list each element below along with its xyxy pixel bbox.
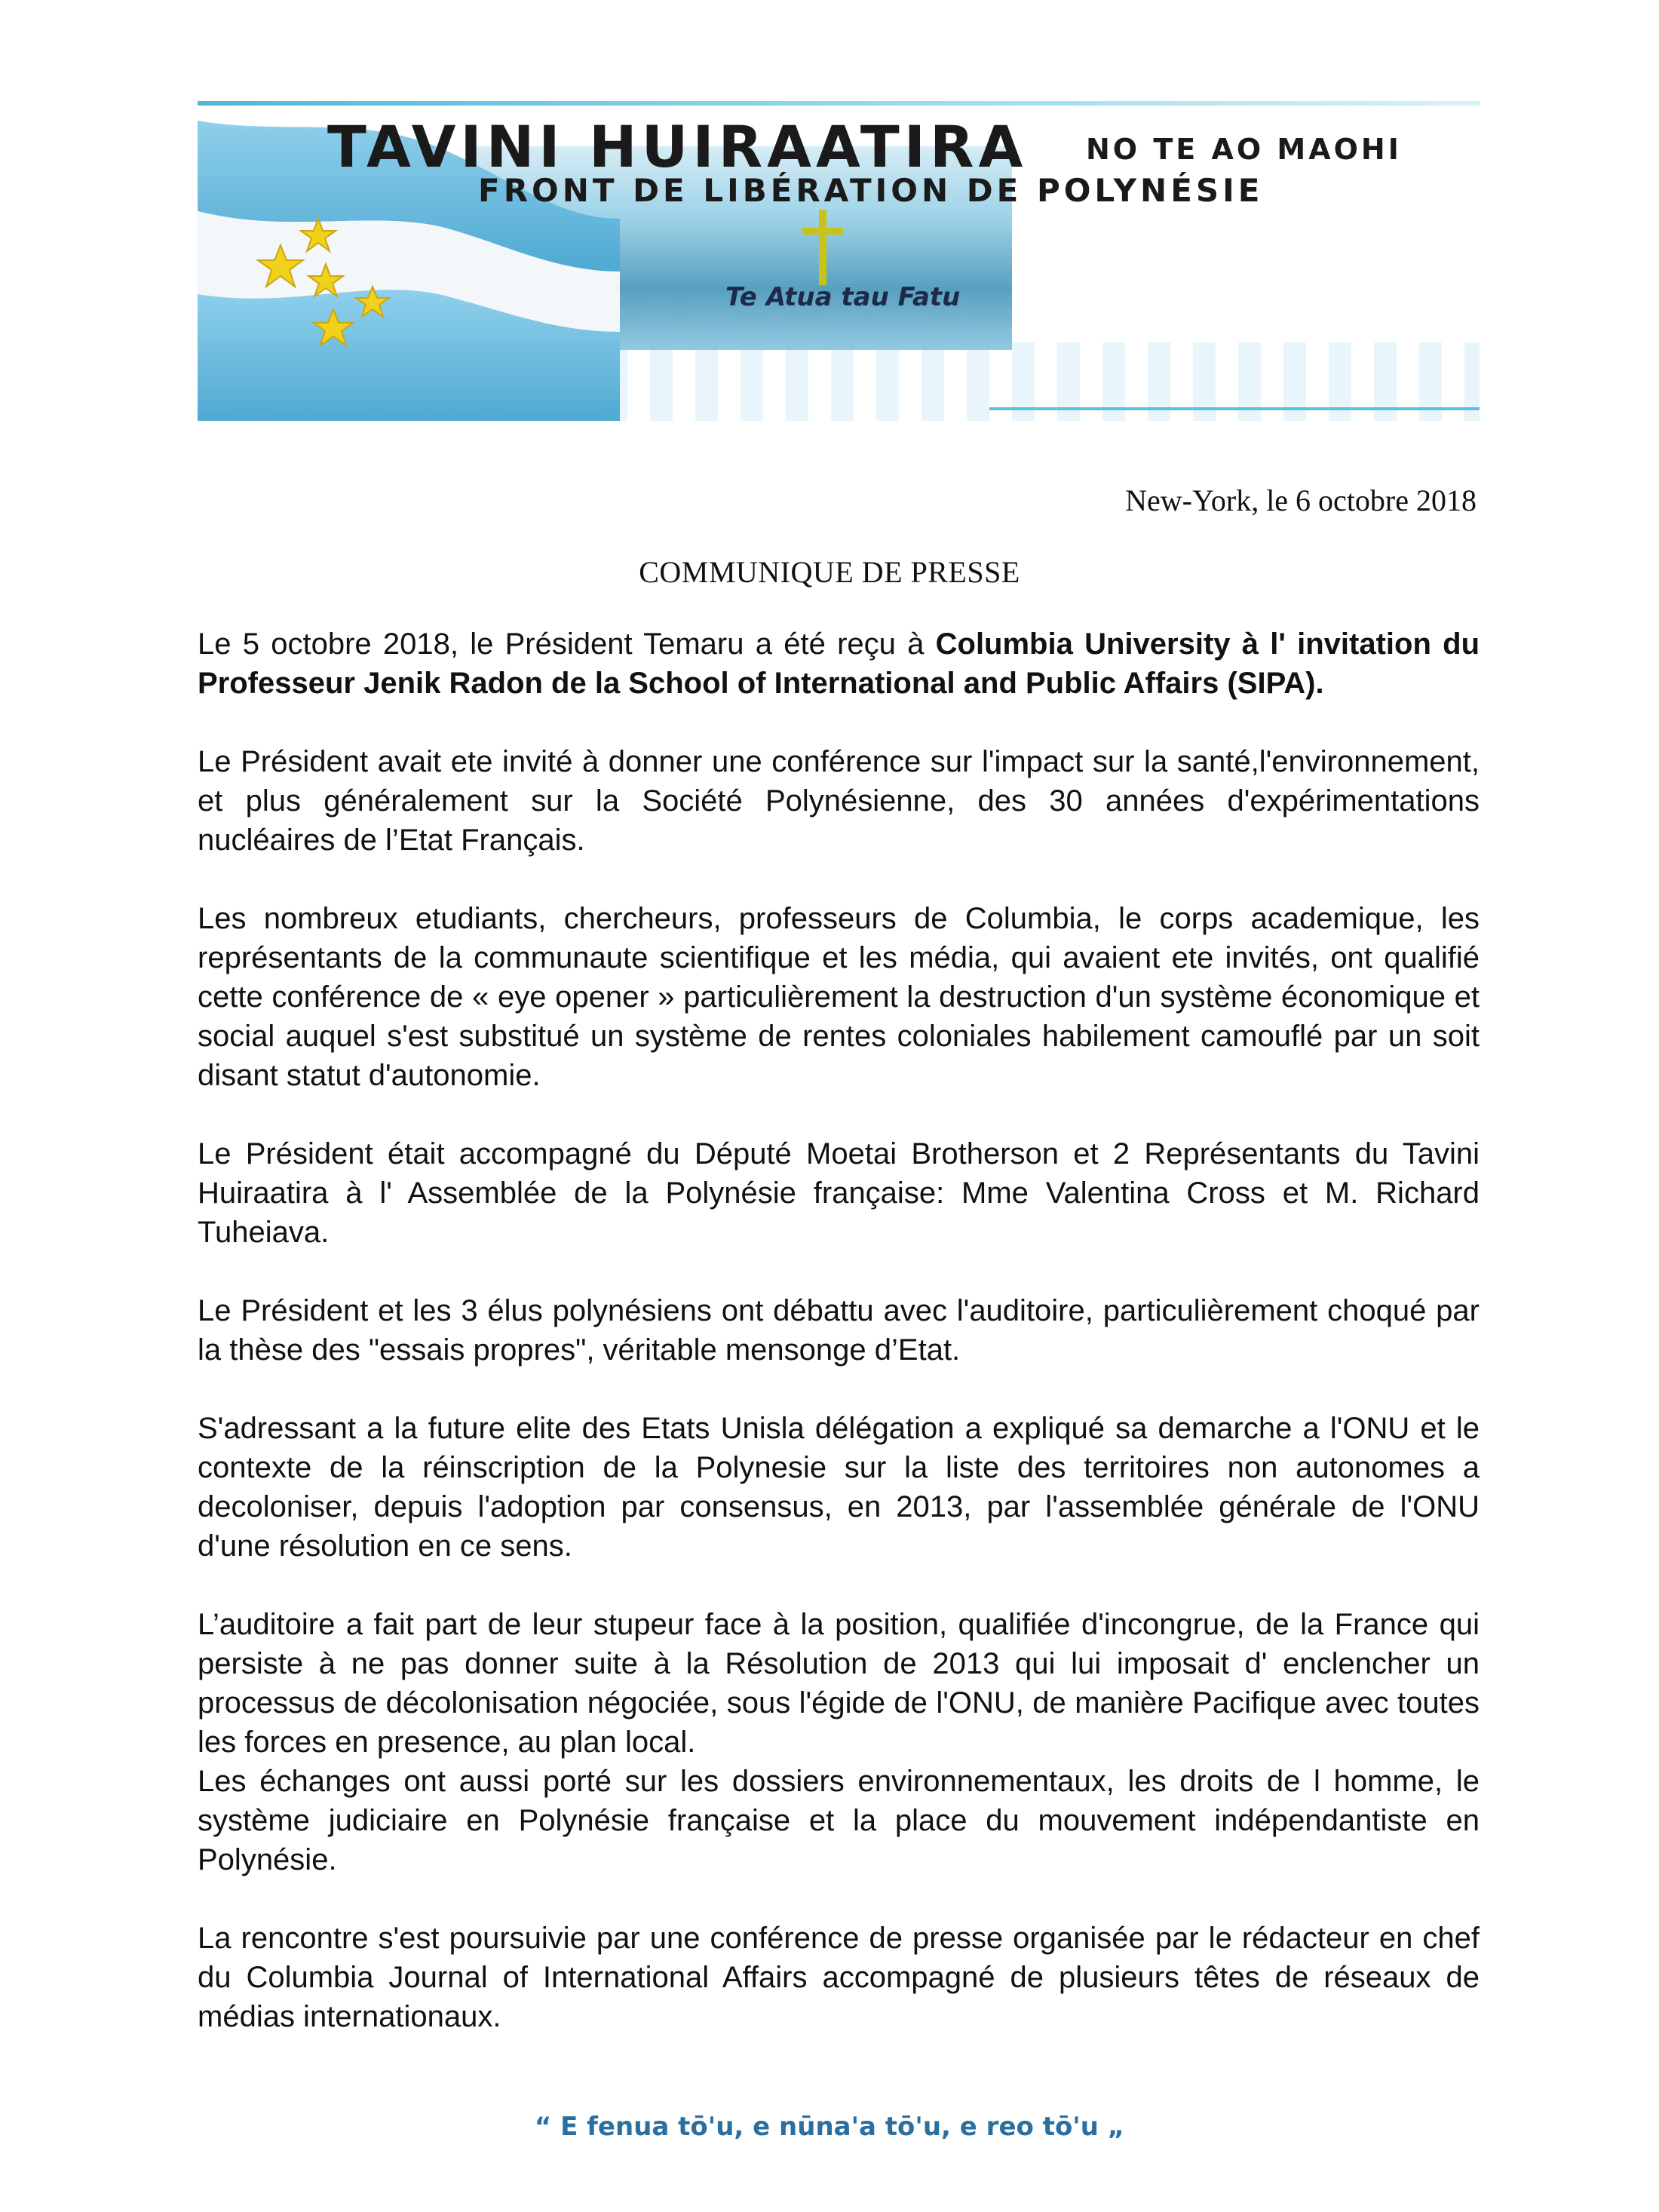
- paragraph-8: Les échanges ont aussi porté sur les dossiers environnementaux, les droits de l homme, le système judiciaire en Polynésie française et la place du mouvement indépendantiste en Polynésie.: [198, 1765, 1480, 1876]
- cross-icon: [796, 210, 849, 285]
- banner-frame: [989, 207, 1480, 410]
- paragraph-4: Le Président était accompagné du Député Moetai Brotherson et 2 Représentants du Tavini Huiraatira à l' Assemblée de la Polynésie française: Mme Valentina Cross et M. Richard Tuheiava.: [198, 1137, 1480, 1249]
- banner-title-suffix: NO TE AO MAOHI: [1086, 133, 1402, 166]
- paragraph-3: Les nombreux etudiants, chercheurs, professeurs de Columbia, le corps academique, les représentants de la communaute scientifique et les média, qui avaient ete invités, ont qualifié cette conférence de « eye opener » particulièrement la destruction d'un système économique et social auquel s'est substitué un système de rentes coloniales habilement camouflé par un soit disant statut d'autonomie.: [198, 902, 1480, 1092]
- banner-subtitle: FRONT DE LIBÉRATION DE POLYNÉSIE: [478, 172, 1264, 209]
- paragraph-5: Le Président et les 3 élus polynésiens ont débattu avec l'auditoire, particulièrement choqué par la thèse des "essais propres", véritable mensonge d’Etat.: [198, 1294, 1480, 1367]
- paragraph-1-bold: Columbia University à l' invitation du Professeur Jenik Radon de la School of International and Public Affairs (SIPA).: [198, 627, 1480, 700]
- paragraph-1-text: Le 5 octobre 2018, le Président Temaru a été reçu à: [198, 627, 936, 661]
- paragraph-2: Le Président avait ete invité à donner une conférence sur l'impact sur la santé,l'environnement, et plus généralement sur la Société Polynésienne, des 30 années d'expérimentations nucléaires de l’Etat Français.: [198, 745, 1480, 857]
- footer-quote: “ E fenua tō'u, e nūna'a tō'u, e reo tō'u „: [534, 2112, 1125, 2142]
- banner-title: TAVINI HUIRAATIRA: [327, 113, 1028, 180]
- paragraph-6: S'adressant a la future elite des Etats Unisla délégation a expliqué sa demarche a l'ONU et le contexte de la réinscription de la Polynesie sur la liste des territoires non autonomes a decoloniser, depuis l'adoption par consensus, en 2013, par l'assemblée générale de l'ONU d'une résolution en ce sens.: [198, 1412, 1480, 1563]
- header-banner: [198, 101, 1480, 421]
- document-date: New-York, le 6 octobre 2018: [1125, 483, 1477, 517]
- document-body: [198, 624, 1480, 2075]
- paragraph-7: L’auditoire a fait part de leur stupeur face à la position, qualifiée d'incongrue, de la France qui persiste à ne pas donner suite à la Résolution de 2013 qui lui imposait d' enclencher un processus de décolonisation négociée, sous l'égide de l'ONU, de manière Pacifique avec toutes les forces en presence, au plan local.: [198, 1608, 1480, 1759]
- document-title: COMMUNIQUE DE PRESSE: [639, 555, 1020, 589]
- banner-motto: Te Atua tau Fatu: [725, 282, 961, 312]
- paragraph-1: [198, 624, 1480, 703]
- paragraph-9: La rencontre s'est poursuivie par une conférence de presse organisée par le rédacteur en chef du Columbia Journal of International Affairs accompagné de plusieurs têtes de réseaux de médias internationaux.: [198, 1922, 1480, 2033]
